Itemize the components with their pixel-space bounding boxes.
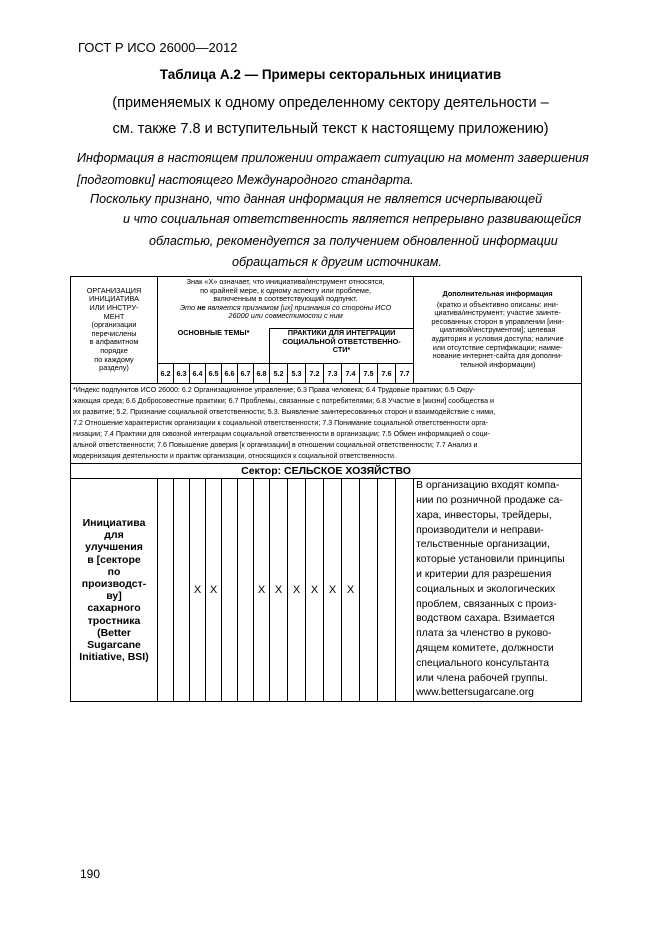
practice-number: 5.2 bbox=[270, 363, 288, 383]
practices-header bbox=[270, 329, 414, 364]
practices-header-line: ПРАКТИКИ ДЛЯ ИНТЕГРАЦИИ bbox=[287, 328, 396, 337]
mark-cell: X bbox=[288, 479, 306, 702]
index-line: модернизация деятельности и практик организации, относящихся к социальной ответственности. bbox=[73, 452, 396, 461]
info-line: социальных и экологических bbox=[416, 583, 556, 595]
info-line: проблем, связанных с произ- bbox=[416, 598, 557, 610]
info-line: и критерии для разрешения bbox=[416, 568, 552, 580]
additional-info-line: нование интернет-сайта для дополни- bbox=[432, 351, 563, 361]
subtitle-line-1: (применяемых к одному определенному сектору деятельности – bbox=[112, 95, 549, 111]
legend-note-bold: не bbox=[197, 302, 206, 312]
subclause-index-cell bbox=[71, 383, 582, 464]
practice-number: 5.3 bbox=[288, 363, 306, 383]
sector-row: Сектор: СЕЛЬСКОЕ ХОЗЯЙСТВО bbox=[71, 464, 582, 479]
index-line: низации; 7.4 Практики для сквозной интеграции социальной ответственности в организации; 7.5 Обмен информацией о соци- bbox=[73, 429, 490, 438]
additional-info-line: тельной информации) bbox=[459, 359, 536, 369]
intro-line-3: Поскольку признано, что данная информация не является исчерпывающей bbox=[90, 192, 543, 206]
core-themes-header: ОСНОВНЫЕ ТЕМЫ* bbox=[158, 329, 270, 364]
index-line: *Индекс подпунктов ИСО 26000: 6.2 Организационное управление; 6.3 Права человека; 6.4 Трудовые практики; 6.5 Окру- bbox=[73, 385, 475, 394]
additional-info-line: или отсутствие сертификации; наиме- bbox=[432, 342, 563, 352]
mark-cell bbox=[174, 479, 190, 702]
mark-cell: X bbox=[206, 479, 222, 702]
initiative-name-line: сахарного bbox=[87, 602, 141, 615]
info-line: нии по розничной продаже са- bbox=[416, 494, 563, 506]
additional-info-line: циатива/инструмент; участие заинте- bbox=[434, 308, 561, 318]
additional-info-line: (кратко и объективно описаны: ини- bbox=[436, 299, 559, 309]
additional-info-line: аудитория и условия доступа; наличие bbox=[431, 334, 564, 344]
core-theme-number: 6.8 bbox=[254, 363, 270, 383]
practice-number: 7.6 bbox=[378, 363, 396, 383]
core-theme-number: 6.4 bbox=[190, 363, 206, 383]
initiative-name-line: по bbox=[107, 565, 121, 578]
intro-line-5: областью, рекомендуется за получением обновленной информации bbox=[149, 234, 558, 248]
mark-cell bbox=[360, 479, 378, 702]
legend-note-pre: Это bbox=[179, 302, 198, 312]
initiative-name-line: для bbox=[104, 529, 124, 542]
mark-cell bbox=[378, 479, 396, 702]
practices-header-line: СТИ* bbox=[332, 345, 351, 355]
org-header-line: перечислены bbox=[91, 328, 137, 338]
mark-cell: X bbox=[324, 479, 342, 702]
info-line: которые установили принципы bbox=[416, 554, 565, 566]
additional-info-title: Дополнительная информация bbox=[442, 289, 553, 299]
additional-info-header bbox=[414, 277, 582, 384]
legend-cell bbox=[158, 277, 414, 329]
initiative-name-line: тростника bbox=[87, 614, 141, 627]
org-header-line: ОРГАНИЗАЦИЯ bbox=[86, 285, 142, 295]
practice-number: 7.2 bbox=[306, 363, 324, 383]
index-line: альной ответственности; 7.6 Повышение доверия [к организации] в отношении социальной ответственности; 7.7 Анализ и bbox=[73, 440, 478, 449]
core-theme-number: 6.7 bbox=[238, 363, 254, 383]
additional-info-line: циативой/инструментом]; целевая bbox=[439, 325, 556, 335]
additional-info-line: ресованных сторон в управлении [ини- bbox=[431, 316, 564, 326]
org-header-line: разделу) bbox=[99, 363, 129, 373]
core-theme-number: 6.6 bbox=[222, 363, 238, 383]
initiative-name-line: (Better bbox=[97, 626, 131, 639]
org-header-line: ИЛИ ИНСТРУ- bbox=[89, 302, 139, 312]
website-link[interactable]: www.bettersugarcane.org bbox=[416, 687, 534, 699]
mark-cell bbox=[158, 479, 174, 702]
initiative-name-line: в [секторе bbox=[87, 553, 141, 566]
mark-cell bbox=[396, 479, 414, 702]
org-header-line: порядке bbox=[100, 345, 128, 355]
initiative-info-cell bbox=[414, 479, 582, 702]
index-line: жающая среда; 6.6 Добросовестные практики; 6.7 Проблемы, связанные с потребителями; 6.8 Участие в [жизни] сообщества и bbox=[73, 396, 494, 405]
legend-line: включенным в соответствующий подпункт. bbox=[213, 294, 358, 304]
mark-cell: X bbox=[190, 479, 206, 702]
initiative-name-line: Инициатива bbox=[82, 516, 146, 529]
info-line: дящем комитете, должности bbox=[416, 642, 554, 654]
practice-number: 7.3 bbox=[324, 363, 342, 383]
mark-cell: X bbox=[270, 479, 288, 702]
info-line: хара, инвесторы, трейдеры, bbox=[416, 509, 552, 521]
practices-header-line: СОЦИАЛЬНОЙ ОТВЕТСТВЕННО- bbox=[282, 336, 401, 346]
org-header-line: в алфавитном bbox=[89, 337, 139, 347]
index-line: 7.2 Отношение характеристик организации к социальной ответственности; 7.3 Понимание социальной ответственности орга- bbox=[73, 418, 489, 427]
info-line: специального консультанта bbox=[416, 657, 550, 669]
info-line: тельственные организации, bbox=[416, 539, 550, 551]
org-header-line: ИНИЦИАТИВА bbox=[89, 294, 139, 304]
org-header-line: МЕНТ bbox=[103, 311, 125, 321]
mark-cell: X bbox=[342, 479, 360, 702]
info-line: производители и неправи- bbox=[416, 524, 544, 536]
org-header-line: (организации bbox=[91, 320, 137, 330]
mark-cell bbox=[222, 479, 238, 702]
initiative-name-line: ву] bbox=[106, 590, 122, 603]
initiative-name-line: Initiative, BSI) bbox=[79, 651, 149, 664]
initiative-name-cell bbox=[71, 479, 158, 702]
practice-number: 7.5 bbox=[360, 363, 378, 383]
mark-cell: X bbox=[254, 479, 270, 702]
intro-line-1: Информация в настоящем приложении отражает ситуацию на момент завершения bbox=[77, 151, 589, 165]
intro-line-2: [подготовки] настоящего Международного стандарта. bbox=[77, 173, 414, 187]
info-line: В организацию входят компа- bbox=[416, 480, 560, 492]
core-theme-number: 6.2 bbox=[158, 363, 174, 383]
info-line: водством сахара. Взимается bbox=[416, 613, 555, 625]
page-number: 190 bbox=[80, 867, 101, 881]
table-title: Таблица А.2 — Примеры секторальных инициатив bbox=[159, 67, 502, 82]
initiative-name-line: Sugarcane bbox=[87, 638, 141, 651]
legend-line: по крайней мере, к одному аспекту или проблеме, bbox=[200, 285, 372, 295]
info-line: или члена рабочей группы. bbox=[416, 672, 548, 684]
legend-note-post: является признаком [их] признания со стороны ИСО bbox=[205, 302, 392, 312]
intro-line-4: и что социальная ответственность является непрерывно развивающейся bbox=[123, 212, 582, 226]
mark-cell: X bbox=[306, 479, 324, 702]
practice-number: 7.4 bbox=[342, 363, 360, 383]
info-line: плата за членство в руково- bbox=[416, 628, 552, 640]
document-header: ГОСТ Р ИСО 26000—2012 bbox=[78, 40, 238, 55]
mark-cell bbox=[238, 479, 254, 702]
initiatives-table bbox=[70, 276, 582, 702]
org-header-cell bbox=[71, 277, 158, 384]
core-theme-number: 6.3 bbox=[174, 363, 190, 383]
subtitle-line-2: см. также 7.8 и вступительный текст к настоящему приложению) bbox=[112, 121, 549, 137]
legend-line: Знак «X» означает, что инициатива/инструмент относятся, bbox=[186, 277, 385, 286]
org-header-line: по каждому bbox=[94, 354, 134, 364]
index-line: их развитие; 5.2. Признание социальной ответственности; 5.3. Выявление заинтересованных сторон и взаимодействие с ними, bbox=[73, 407, 496, 416]
initiative-name-line: улучшения bbox=[85, 541, 143, 554]
core-theme-number: 6.5 bbox=[206, 363, 222, 383]
initiative-name-line: производст- bbox=[81, 577, 147, 590]
practice-number: 7.7 bbox=[396, 363, 414, 383]
legend-note-line-2: 26000 или совместимости с ним bbox=[228, 311, 343, 321]
intro-line-6: обращаться к другим источникам. bbox=[232, 255, 442, 269]
